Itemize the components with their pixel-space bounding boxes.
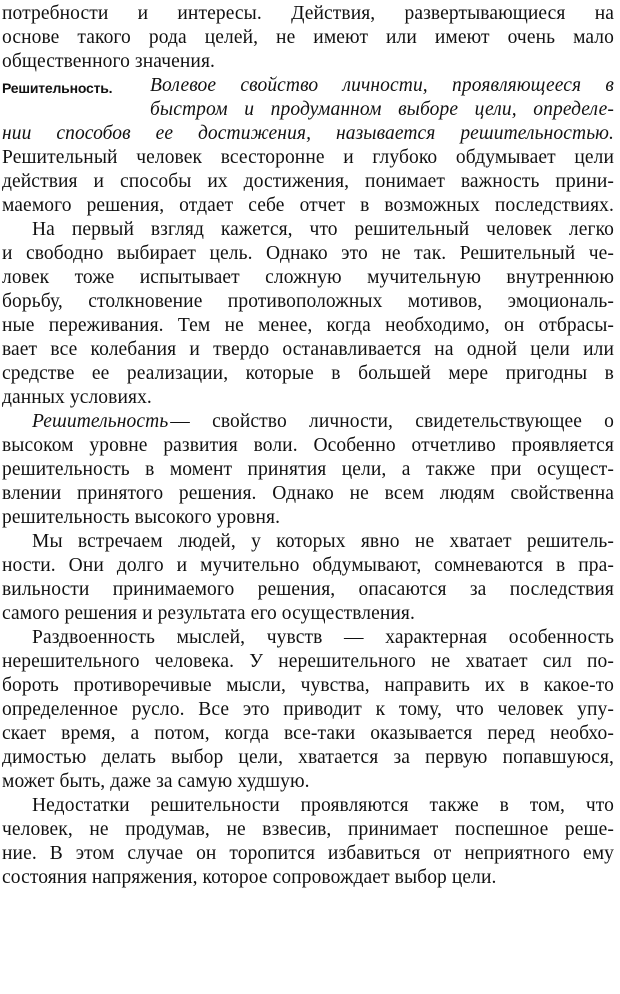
text-line: определенное русло. Все это приводит к тому, что человек упу-: [2, 699, 614, 720]
text-line: может быть, даже за самую худшую.: [2, 771, 310, 792]
text-line: На первый взгляд кажется, что решительный человек легко: [32, 219, 614, 240]
text-line: Мы встречаем людей, у которых явно не хватает решитель-: [32, 531, 614, 552]
text-line: общественного значения.: [2, 51, 216, 72]
text-fragment: — свойство личности, свидетельствующее о: [170, 411, 614, 432]
text-line: средстве ее реализации, которые в большей мере пригодны в: [2, 363, 614, 384]
text-line: потребности и интересы. Действия, развертывающиеся на: [2, 3, 614, 24]
text-line: человек, не продумав, не взвесив, принимает поспешное реше-: [2, 819, 614, 840]
text-line: основе такого рода целей, не имеют или имеют очень мало: [2, 27, 614, 48]
term-resoluteness: Решительность: [32, 411, 169, 432]
text-line: состояния напряжения, которое сопровождает выбор цели.: [2, 867, 497, 888]
text-line: бороть противоречивые мысли, чувства, направить их в какое-то: [2, 675, 614, 696]
text-line: димостью делать выбор цели, хватается за первую попавшуюся,: [2, 747, 614, 768]
text-line: действия и способы их достижения, понимает важность прини-: [2, 171, 614, 192]
definition-line: быстром и продуманном выборе цели, определе-: [150, 99, 614, 120]
text-line: решительность высокого уровня.: [2, 507, 281, 528]
text-line: ности. Они долго и мучительно обдумывают, сомневаются в пра-: [2, 555, 614, 576]
text-line: вает все колебания и твердо останавливается на одной цели или: [2, 339, 614, 360]
text-line: высоком уровне развития воли. Особенно отчетливо проявляется: [2, 435, 614, 456]
text-line: решительность в момент принятия цели, а также при осущест-: [2, 459, 614, 480]
text-line: [32, 410, 614, 434]
text-line: данных условиях.: [2, 387, 152, 408]
text-line: скает время, а потом, когда все-таки оказывается перед необхо-: [2, 723, 614, 744]
text-line: ние. В этом случае он торопится избавиться от неприятного ему: [2, 843, 614, 864]
text-line: ловек тоже испытывает сложную мучительную внутреннюю: [2, 267, 614, 288]
section-heading-resoluteness: Решительность.: [2, 80, 113, 96]
text-line: ные переживания. Тем не менее, когда необходимо, он отбрасы-: [2, 315, 614, 336]
text-line: Раздвоенность мыслей, чувств — характерная особенность: [32, 627, 614, 648]
text-line: борьбу, столкновение противоположных мотивов, эмоциональ-: [2, 291, 614, 312]
text-line: маемого решения, отдает себе отчет в возможных последствиях.: [2, 195, 614, 216]
text-line: Недостатки решительности проявляются также в том, что: [32, 795, 614, 816]
definition-line: нии способов ее достижения, называется решительностью.: [2, 123, 614, 144]
text-line: влении принятого решения. Однако не всем людям свойственна: [2, 483, 614, 504]
text-line: вильности принимаемого решения, опасаются за последствия: [2, 579, 614, 600]
text-line: самого решения и результата его осуществления.: [2, 603, 415, 624]
text-line: и свободно выбирает цель. Однако это не так. Решительный че-: [2, 243, 614, 264]
text-line: нерешительного человека. У нерешительного не хватает сил по-: [2, 651, 614, 672]
text-line: Решительный человек всесторонне и глубоко обдумывает цели: [2, 147, 614, 168]
definition-line: Волевое свойство личности, проявляющееся в: [150, 75, 614, 96]
